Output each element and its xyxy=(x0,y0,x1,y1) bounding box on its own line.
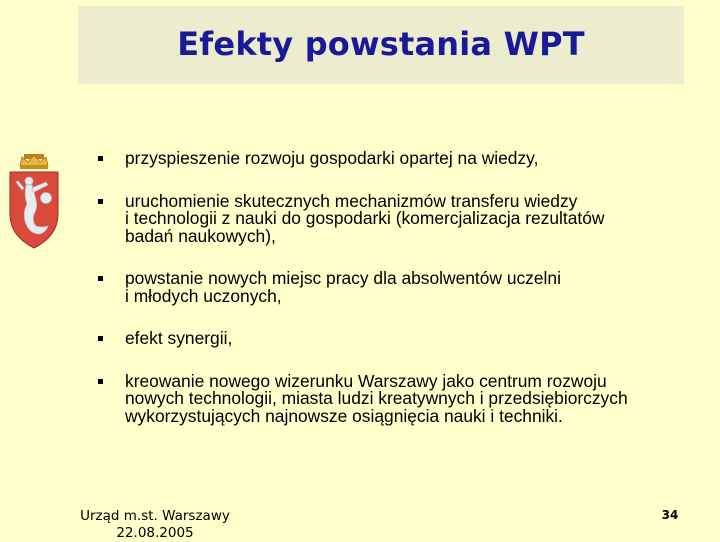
bullet-marker xyxy=(98,336,103,341)
bullet-line: i technologii z nauki do gospodarki (komercjalizacja rezultatów xyxy=(125,208,605,228)
footer-date: 22.08.2005 xyxy=(116,525,194,541)
warsaw-coat-of-arms-icon xyxy=(2,152,66,252)
footer-organization xyxy=(74,508,236,542)
bullet-marker xyxy=(98,379,103,384)
footer-org-name: Urząd m.st. Warszawy xyxy=(80,508,230,524)
list-item xyxy=(98,150,708,168)
bullet-list xyxy=(98,150,708,425)
list-item xyxy=(98,330,708,348)
bullet-line: badań naukowych), xyxy=(125,225,276,246)
bullet-line: przyspieszenie rozwoju gospodarki opartej na wiedzy, xyxy=(125,148,539,168)
bullet-line: i młodych uczonych, xyxy=(125,285,282,306)
bullet-line: uruchomienie skutecznych mechanizmów transferu wiedzy xyxy=(125,190,578,211)
list-item xyxy=(98,270,708,305)
bullet-line: nowych technologii, miasta ludzi kreatywnych i przedsiębiorczych xyxy=(125,388,628,408)
bullet-marker xyxy=(98,276,103,281)
list-item xyxy=(98,190,708,246)
bullet-line: powstanie nowych miejsc pracy dla absolwentów uczelni xyxy=(125,268,561,288)
bullet-marker xyxy=(98,156,103,161)
crown-icon xyxy=(20,154,48,169)
list-item xyxy=(98,370,708,426)
page-number: 34 xyxy=(661,508,679,522)
bullet-line: wykorzystujących najnowsze osiągnięcia nauki i techniki. xyxy=(125,405,563,426)
title-box xyxy=(78,6,684,84)
slide-title: Efekty powstania WPT xyxy=(177,25,585,63)
bullet-line: efekt synergii, xyxy=(125,328,233,348)
bullet-line: kreowanie nowego wizerunku Warszawy jako centrum rozwoju xyxy=(125,370,607,391)
bullet-marker xyxy=(98,199,103,204)
